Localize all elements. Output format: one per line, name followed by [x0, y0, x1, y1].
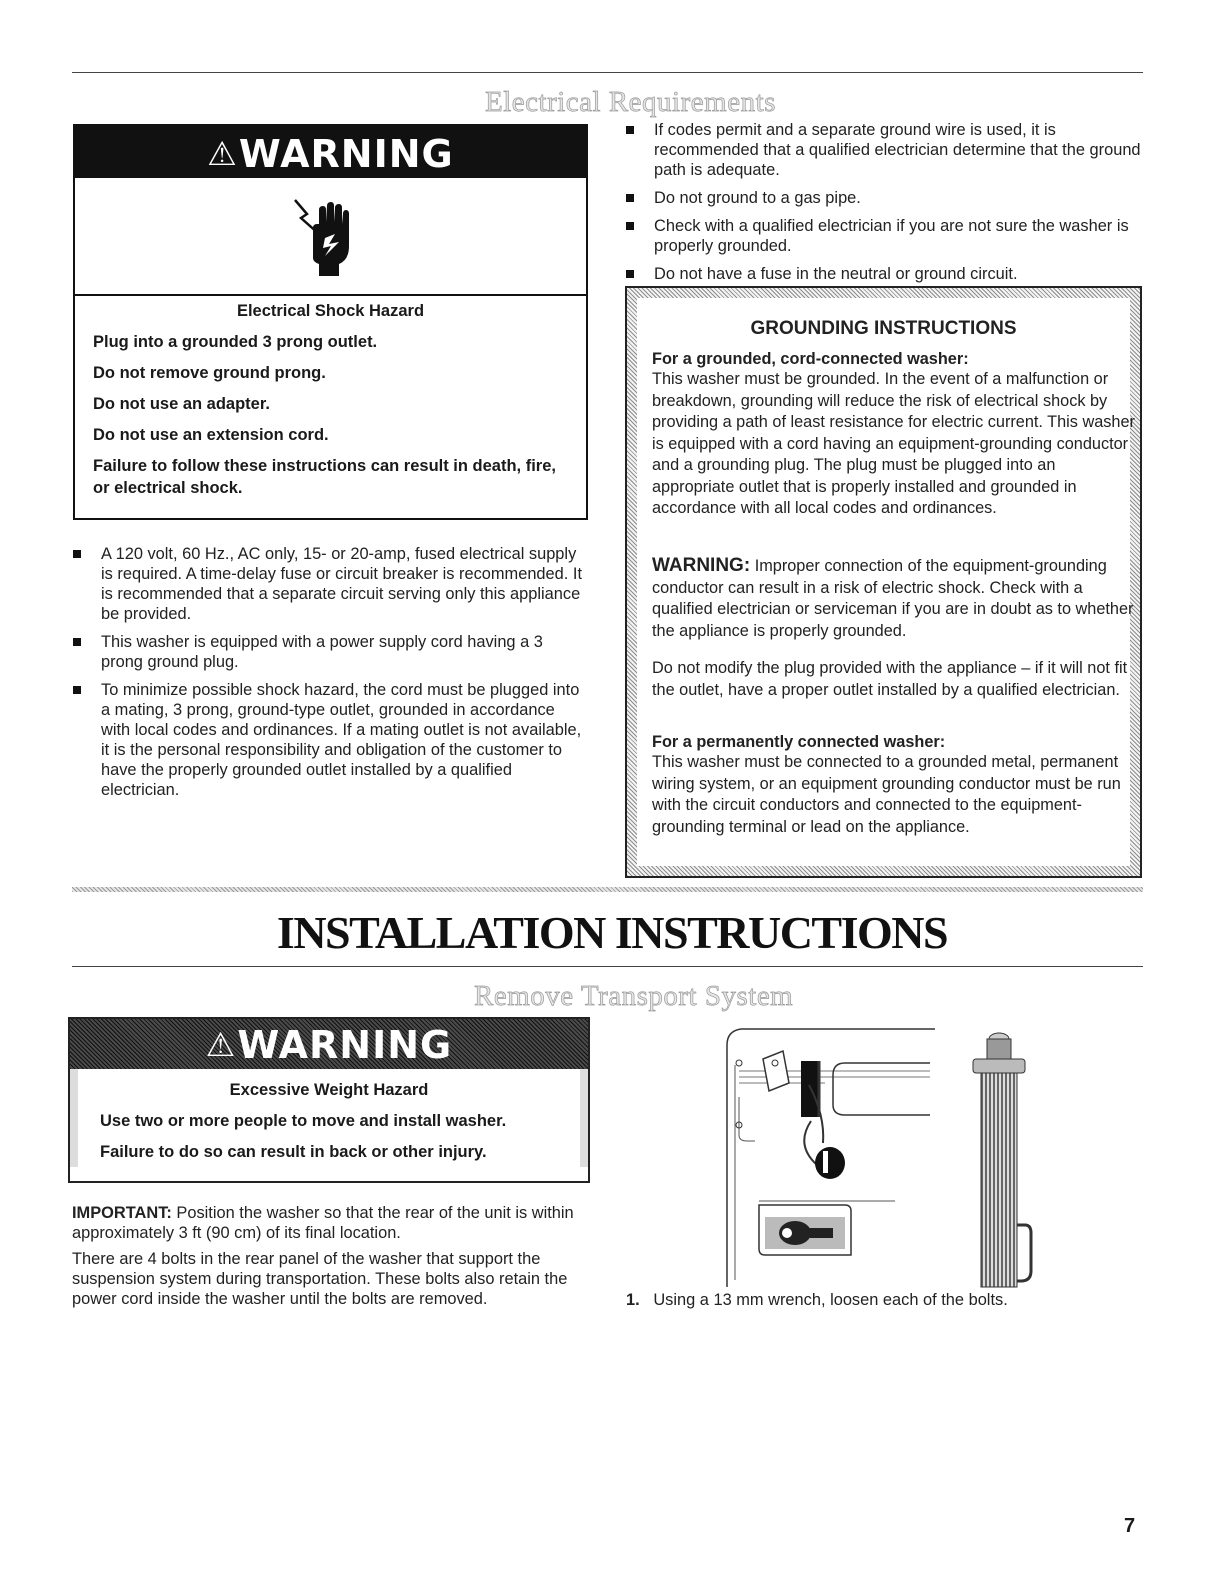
- weight-warning-header: [70, 1019, 588, 1069]
- warning-triangle-icon: ⚠: [205, 1025, 237, 1064]
- warning-line: Failure to do so can result in back or other injury.: [100, 1143, 487, 1161]
- list-item: Check with a qualified electrician if you are not sure the washer is properly grounded.: [626, 216, 1141, 256]
- warning-line: Do not use an extension cord.: [93, 426, 329, 444]
- list-item: This washer is equipped with a power supply cord having a 3 prong ground plug.: [73, 632, 588, 672]
- warning-body: [75, 296, 586, 499]
- step-number: 1.: [626, 1291, 640, 1309]
- grounding-title: GROUNDING INSTRUCTIONS: [750, 318, 1017, 339]
- warning-line: Do not remove ground prong.: [93, 364, 326, 382]
- warning-line: Use two or more people to move and install washer.: [100, 1112, 507, 1130]
- warning-header: [75, 126, 586, 178]
- bolts-description: There are 4 bolts in the rear panel of the washer that support the suspension system during transportation. These bolts also retain the power cord inside the washer until the bolts are removed.: [72, 1250, 568, 1308]
- permanent-heading: For a permanently connected washer:: [652, 733, 946, 751]
- cord-connected-heading: For a grounded, cord-connected washer:: [652, 350, 969, 368]
- grounding-warning: [652, 555, 1142, 642]
- important-text: Position the washer so that the rear of the unit is within approximately 3 ft (90 cm) of its final location.: [72, 1204, 574, 1242]
- grounding-warning-word: WARNING:: [652, 555, 751, 576]
- grounding-warning-text: Improper connection of the equipment-grounding conductor can result in a risk of electric shock. Check with a qualified electrician or serviceman if you are in doubt as to whether the appliance is properly grounded.: [652, 557, 1134, 640]
- weight-warning-heading: WARNING: [237, 1023, 453, 1067]
- section-divider: [72, 887, 1143, 892]
- list-item: If codes permit and a separate ground wire is used, it is recommended that a qualified electrician determine that the ground path is adequate.: [626, 120, 1141, 180]
- installation-title: INSTALLATION INSTRUCTIONS: [276, 907, 948, 958]
- hazard-symbol-area: [75, 178, 586, 296]
- warning-line: Do not use an adapter.: [93, 395, 270, 413]
- important-label: IMPORTANT:: [72, 1204, 172, 1222]
- rear-panel-illustration: [725, 1025, 1045, 1291]
- list-item: To minimize possible shock hazard, the cord must be plugged into a mating, 3 prong, ground-type outlet, grounded in accordance with local codes and ordinances. If a mating outlet is not available, it is the personal responsibility and obligation of the customer to have the properly grounded outlet installed by a qualified electrician.: [73, 680, 588, 800]
- important-note: [72, 1203, 587, 1243]
- electrical-warning-box: [73, 124, 588, 520]
- page-number: 7: [1124, 1515, 1136, 1537]
- step-1: [626, 1290, 1146, 1310]
- title-rule: [72, 966, 1143, 967]
- modify-plug-text: Do not modify the plug provided with the appliance – if it will not fit the outlet, have a proper outlet installed by a qualified electrician.: [652, 659, 1128, 699]
- section-title-electrical: Electrical Requirements: [485, 86, 776, 118]
- section-title-transport: Remove Transport System: [474, 980, 794, 1012]
- top-rule: [72, 72, 1143, 73]
- weight-warning-body: [70, 1069, 588, 1167]
- hazard-title: Electrical Shock Hazard: [236, 302, 425, 320]
- list-item: Do not have a fuse in the neutral or ground circuit.: [626, 264, 1141, 284]
- warning-line: Plug into a grounded 3 prong outlet.: [93, 333, 378, 351]
- cord-connected-text: This washer must be grounded. In the event of a malfunction or breakdown, grounding will reduce the risk of electrical shock by providing a path of least resistance for electric current. This washer is equipped with a cord having an equipment-grounding conductor and a grounding plug. The plug must be plugged into an appropriate outlet that is properly installed and grounded in accordance with all local codes and ordinances.: [652, 370, 1135, 517]
- electric-shock-hand-icon: [289, 194, 369, 284]
- weight-warning-box: [68, 1017, 590, 1183]
- step-text: Using a 13 mm wrench, loosen each of the bolts.: [653, 1291, 1008, 1309]
- grounding-instructions-box: [625, 286, 1142, 878]
- electrical-right-bullets: [626, 120, 1141, 292]
- list-item: Do not ground to a gas pipe.: [626, 188, 1141, 208]
- weight-hazard-title: Excessive Weight Hazard: [229, 1081, 429, 1099]
- warning-triangle-icon: ⚠: [207, 134, 238, 173]
- warning-line: Failure to follow these instructions can result in death, fire, or electrical shock.: [93, 457, 556, 497]
- warning-heading: WARNING: [238, 132, 454, 176]
- electrical-left-bullets: [73, 544, 588, 808]
- permanent-text: This washer must be connected to a grounded metal, permanent wiring system, or an equipment grounding conductor must be run with the circuit conductors and connected to the equipment-grounding terminal or lead on the appliance.: [652, 753, 1121, 836]
- list-item: A 120 volt, 60 Hz., AC only, 15- or 20-amp, fused electrical supply is required. A time-delay fuse or circuit breaker is recommended. It is recommended that a separate circuit serving only this appliance be provided.: [73, 544, 588, 624]
